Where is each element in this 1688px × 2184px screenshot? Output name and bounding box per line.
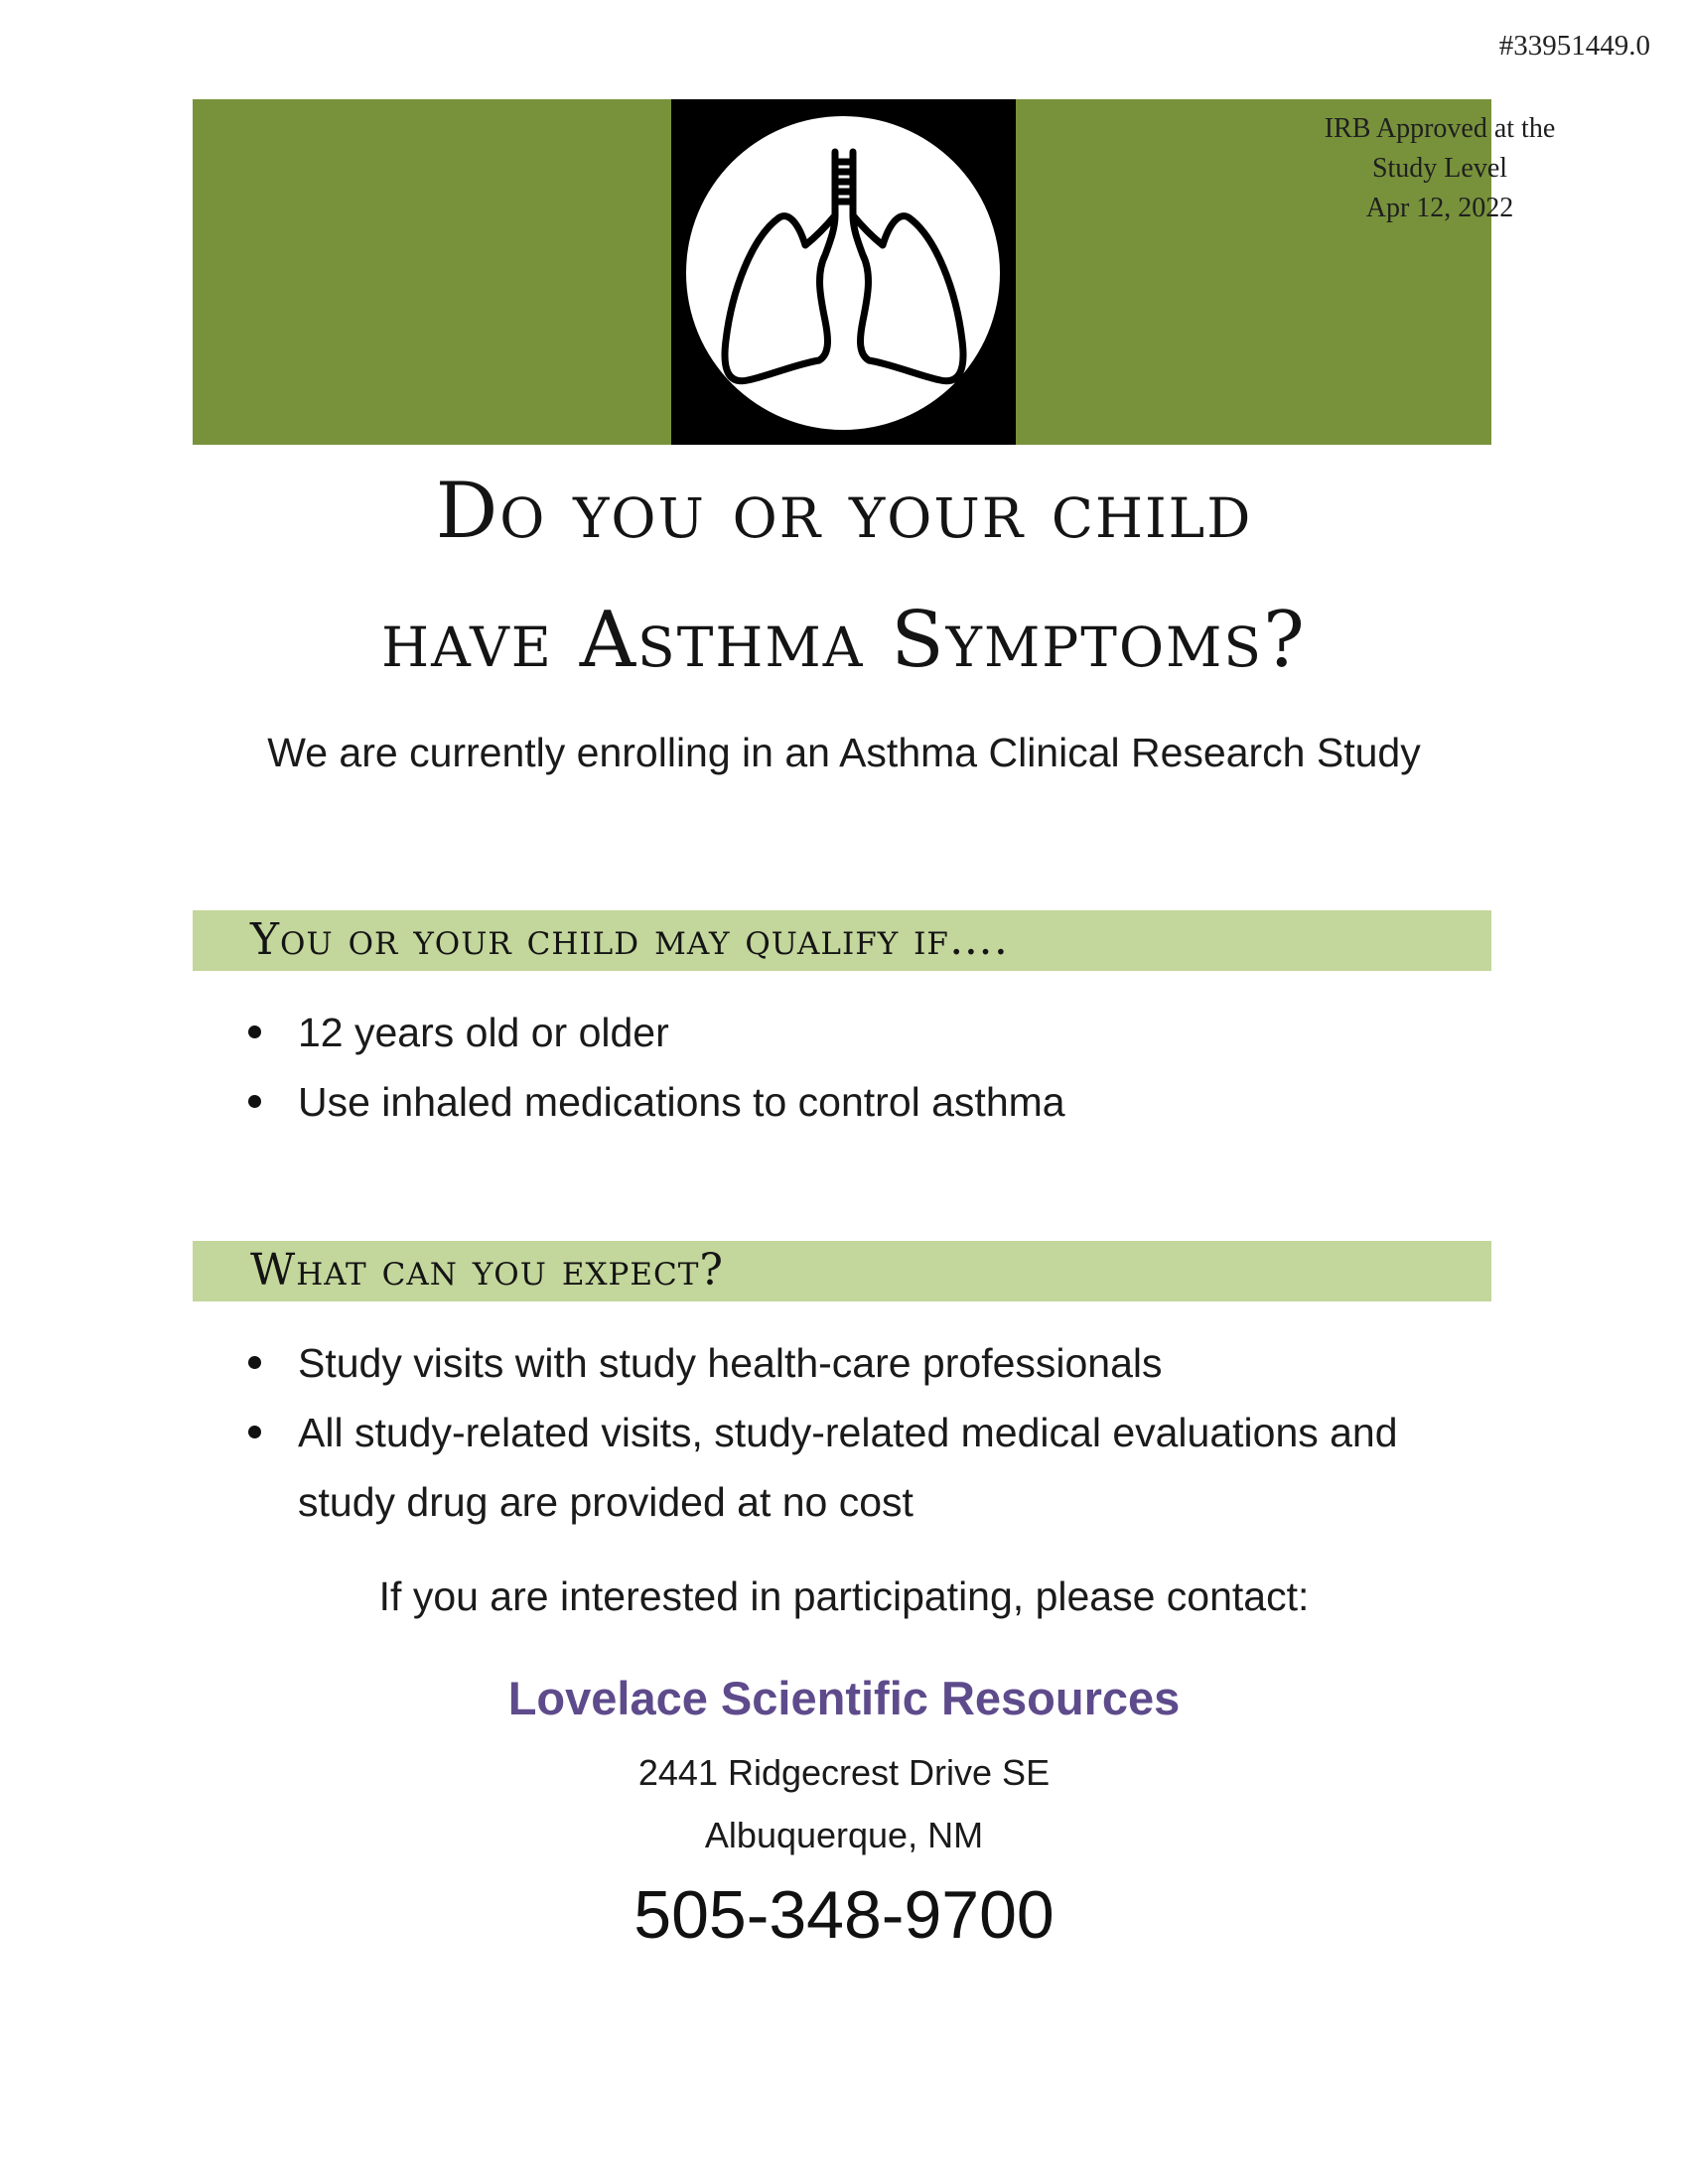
address-street: 2441 Ridgecrest Drive SE xyxy=(637,1752,1051,1793)
banner-icon-panel xyxy=(671,99,1016,445)
bullet-icon xyxy=(248,1426,261,1438)
phone-number: 505-348-9700 xyxy=(633,1877,1055,1953)
irb-stamp-line: Study Level xyxy=(1371,153,1508,184)
list-item-text: Use inhaled medications to control asthma xyxy=(298,1079,1065,1125)
irb-approval-stamp xyxy=(1291,109,1589,228)
irb-stamp-line: IRB Approved at the xyxy=(1324,113,1556,144)
list-item xyxy=(248,1067,1065,1137)
bullet-icon xyxy=(248,1025,261,1038)
bullet-icon xyxy=(248,1356,261,1369)
headline-line-2: have Asthma Symptoms? xyxy=(381,596,1307,685)
contact-intro: If you are interested in participating, please contact: xyxy=(378,1573,1310,1619)
qualify-section-header xyxy=(193,910,1491,971)
list-item-text: 12 years old or older xyxy=(298,1010,669,1055)
address-city: Albuquerque, NM xyxy=(704,1815,984,1855)
expectations-list xyxy=(248,1328,1499,1537)
expect-section-header xyxy=(193,1241,1491,1301)
bullet-icon xyxy=(248,1095,261,1108)
qualify-section-title: You or your child may qualify if…. xyxy=(250,914,1009,965)
qualify-criteria-list xyxy=(248,998,1065,1137)
headline-line-1: Do you or your child xyxy=(435,467,1253,556)
expect-section-title: What can you expect? xyxy=(250,1245,724,1296)
list-item-text: All study-related visits, study-related medical evaluations and study drug are provided at no cost xyxy=(298,1410,1398,1525)
organization-name: Lovelace Scientific Resources xyxy=(507,1672,1181,1724)
list-item xyxy=(248,1328,1499,1398)
irb-stamp-line: Apr 12, 2022 xyxy=(1365,193,1514,223)
list-item-text: Study visits with study health-care professionals xyxy=(298,1340,1163,1386)
document-id: #33951449.0 xyxy=(1498,30,1650,62)
enrollment-subheadline: We are currently enrolling in an Asthma Clinical Research Study xyxy=(267,730,1421,775)
list-item xyxy=(248,998,1065,1067)
list-item xyxy=(248,1398,1499,1537)
lungs-icon xyxy=(686,116,1000,430)
